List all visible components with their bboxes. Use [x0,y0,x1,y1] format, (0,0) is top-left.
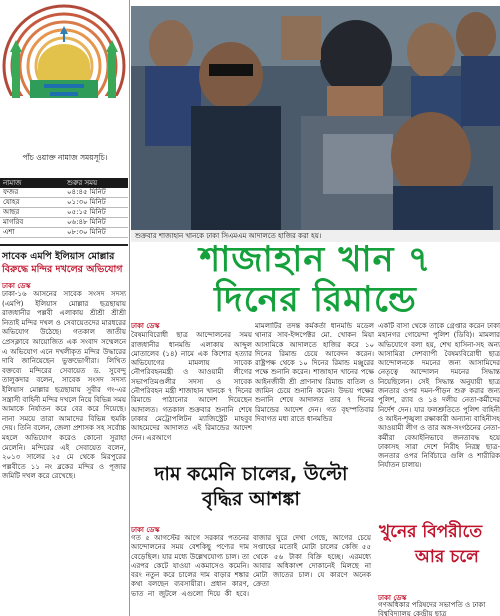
prayer-name: এশা [3,228,15,236]
prayer-schedule-heading: পাঁচ ওয়াক্ত নামাজ সময়সূচি। [22,153,108,162]
column-divider [129,0,130,616]
table-row [0,218,128,228]
left-story-body: ঢাকা-১৬ আসনের সাবেক সংসদ সদস্য (এমপি) ইলিয়াস মোল্লার ছত্রছায়ায় রাজধানীর পল্লবী এলাকায় শ্রীশ্রী শ্রীশ্রী নিতাই মন্দির দখল ও সেবায়েতদের মারধরের অভিযোগ উঠেছে। গতকাল জাতীয় প্রেসক্লাবে আয়োজিত এক সংবাদ সম্মেলনে এ অভিযোগ এনে দখলীকৃত মন্দির উদ্ধারের দাবি জানিয়েছেন ভুক্তভোগীরা। লিখিত বক্তব্যে মন্দিরের সেবায়েত ড. সুবেন্দু তালুকদার বলেন, সাবেক সংসদ সদস্য ইলিয়াস মোল্লার ছত্রছায়ায় সুবীর গং-এর সন্ত্রাসী বাহিনী মন্দির দখলে নিয়ে বিভিন্ন সময় আমাকে নির্যাতন করে বের করে দিয়েছে। নানা সময়ে তারা আমাদের বিভিন্ন হুমকি দেয়। তিনি বলেন, জেলা প্রশাসক সহ সর্বোচ্চ মহলে অভিযোগ করেও কোনো সুরাহা মেলেনি। মন্দিরের এই সেবায়েত বলেন, ২০১৩ সালের ২৫ মে থেকে মিরপুরের পল্লবীতে ১১ নং ব্লকের মন্দির ও পূজার জমিটি দখল করে রেখেছে। [2,290,126,481]
main-story-column-2: মামলাটির তদন্ত কর্মকর্তা ধানমন্ডি মডেল থানার সাব-ইন্সপেক্টর মো. খোকন মিয়া আসামিকে আদালতে হাজির করে ১০ দিনের রিমান্ড চেয়ে আবেদন করেন। রাষ্ট্রপক্ষ থেকে ১০ দিনের রিমান্ড মঞ্জুরের পক্ষে শুনানি করেন। শাজাহান খানের পক্ষে আইনজীবী শ্রী প্রাণনাথ রিমান্ড বাতিল ও জামিন চেয়ে শুনানি করেন। উভয় পক্ষের শুনানি শেষে আদালত তার ৭ দিনের রিমান্ডের আদেশ দেন। গত বৃহস্পতিবার দিবাগত মধ্য রাতে ধানমন্ডির [255,322,374,423]
price-story-headline[interactable] [131,462,371,512]
prayer-time: ০৪:৪৫ মিনিট [67,188,106,196]
prayer-name: মাগরিব [3,218,24,226]
left-story-headline-line2[interactable]: বিরুদ্ধে মন্দির দখলের অভিযোগ [2,264,123,275]
prayer-column-time: শুরুর সময় [67,179,98,187]
main-headline-line2[interactable]: দিনের রিমান্ডে [214,280,417,320]
prayer-name: যোহর [3,198,20,206]
price-story-byline: ঢাকা ডেস্ক [131,526,160,534]
left-story-headline[interactable] [0,248,128,278]
main-story-byline: ঢাকা ডেস্ক [131,322,160,330]
prayer-time: ০৮:৩০ মিনিট [67,228,106,236]
table-row [0,198,128,208]
mosque-logo [0,0,128,150]
main-story-column-1 [131,322,252,462]
news-photo[interactable] [131,6,500,230]
prayer-times-table [0,178,128,238]
left-column [0,0,128,616]
prayer-time: ০৬:৪৮ মিনিট [67,218,106,226]
table-row [0,208,128,218]
table-row [0,228,128,238]
photo-caption: শুক্রবার শাজাহান খানকে ঢাকা সিএমএম আদালতে হাজির করা হয়। [131,230,500,242]
blood-story-headline-line2[interactable]: আর চলে [415,547,479,567]
prayer-name: ফজর [3,188,19,196]
prayer-time: ০৫:১৫ মিনিট [67,208,106,216]
price-story-headline-line1[interactable]: দাম কমেনি চালের, উল্টো [154,463,348,485]
blood-story-body: গণঅধিকার পরিষদের সভাপতি ও ঢাকা বিশ্ববিদ্যালয় কেন্দ্রীয় ছাত্র [378,601,486,616]
price-story-body: গত ৫ আগস্টের আগে সরকার পতনের আন্দোলনের সময় বেশকিছু পণ্যের দাম বেড়েছিল। যার মধ্যে উল্লেখযোগ্য চাল। তা এরপর কেটে যাওয়া একমাসেও কমেনি। বরং নতুন করে চালের দাম বাড়ার শঙ্কার কথা বলছেন ব্যবসায়ীরা। প্রধান কারণ, ভাত না জুটলে এগুলো দিয়ে কী হবে। বাজার ঘুরে দেখা গেছে, আগের চেয়ে সপ্তাহের মতোই মোটা চালের কেজি ৫৫ থেকে ৫৬ টাকা বিক্রি হচ্ছে। এরমধ্যে আবার অধিকাংশ দোকানেই মিলছে না মোটা জাতের চাল। যে কারণে অনেক ক্রেতা [131,534,371,598]
blood-story-headline-line1[interactable]: খুনের বিপরীতে [379,522,483,542]
price-story-headline-line2[interactable]: বৃদ্ধির আশঙ্কা [202,488,300,510]
blood-story-headline[interactable] [375,520,500,582]
main-story-column-3: একটি বাসা থেকে তাকে গ্রেপ্তার করেন ঢাকা মহানগর গোয়েন্দা পুলিশ (ডিবি)। মামলার অভিযোগে বলা হয়, শেখ হাসিনা-সহ অন্য আসামিরা দেশব্যাপী বৈষম্যবিরোধী ছাত্র আন্দোলনকে দমনের জন্য আসামিদের নেতৃত্বে আন্দোলন দমনের সিদ্ধান্ত নিয়েছিলেন। সেই সিদ্ধান্ত অনুযায়ী ছাত্র জনতার ওপর দমন-পীড়ন শুরু করার জন্য পুলিশ, র‌্যাব ও ১৪ দলীয় নেতা-কর্মীদের নির্দেশ দেন। যার ফলশ্রুতিতে পুলিশ বাহিনী ও আইন-শৃঙ্খলা রক্ষাকারী অন্যান্য বাহিনীসহ আওয়ামী লীগ ও তার অঙ্গ-সংগঠনের নেতা-কর্মীরা বেআইনিভাবে জনতাবদ্ধ হয়ে ঢাকাসহ সারা দেশে নিরীহ নিরস্ত্র ছাত্র-জনতার ওপর নির্বিচারে গুলি ও শারীরিক নির্যাতন চালায়। [378,322,500,470]
blood-story-byline: ঢাকা ডেস্ক [378,594,407,602]
main-story-column-1-text: বৈষম্যবিরোধী ছাত্র আন্দোলনের সময় রাজধানীর ধানমন্ডি এলাকায় আব্দুল মোতালেব (১৪) নামে এক কিশোর হত্যার অভিযোগের মামলায় সাবেক নৌপরিবহনমন্ত্রী ও আওয়ামী লীগের সভাপতিমণ্ডলীর সদস্য ও সাবেক নৌপরিবহন মন্ত্রী শাজাহান খানকে ৭ দিনের রিমান্ডে পাঠানোর আদেশ দিয়েছেন আদালত। গতকাল শুক্রবার শুনানি শেষে ঢাকার মেট্রোপলিটন ম্যাজিস্ট্রেট মাহবুব আহমেদের আদালত এই রিমান্ডের আদেশ দেন। এরআগে [131,331,252,442]
section-divider [0,244,128,246]
table-row [0,188,128,198]
prayer-time: ০১:৩০ মিনিট [67,198,106,206]
left-story-headline-line1[interactable]: সাবেক এমপি ইলিয়াস মোল্লার [2,251,115,262]
left-story-byline: ঢাকা ডেস্ক [2,282,31,290]
prayer-column-name: নামাজ [3,179,22,187]
prayer-name: আছর [3,208,20,216]
main-headline-line1[interactable]: শাজাহান খান ৭ [199,240,432,280]
main-headline[interactable] [131,240,500,320]
main-story-columns [131,322,500,470]
prayer-table-header [0,178,128,188]
